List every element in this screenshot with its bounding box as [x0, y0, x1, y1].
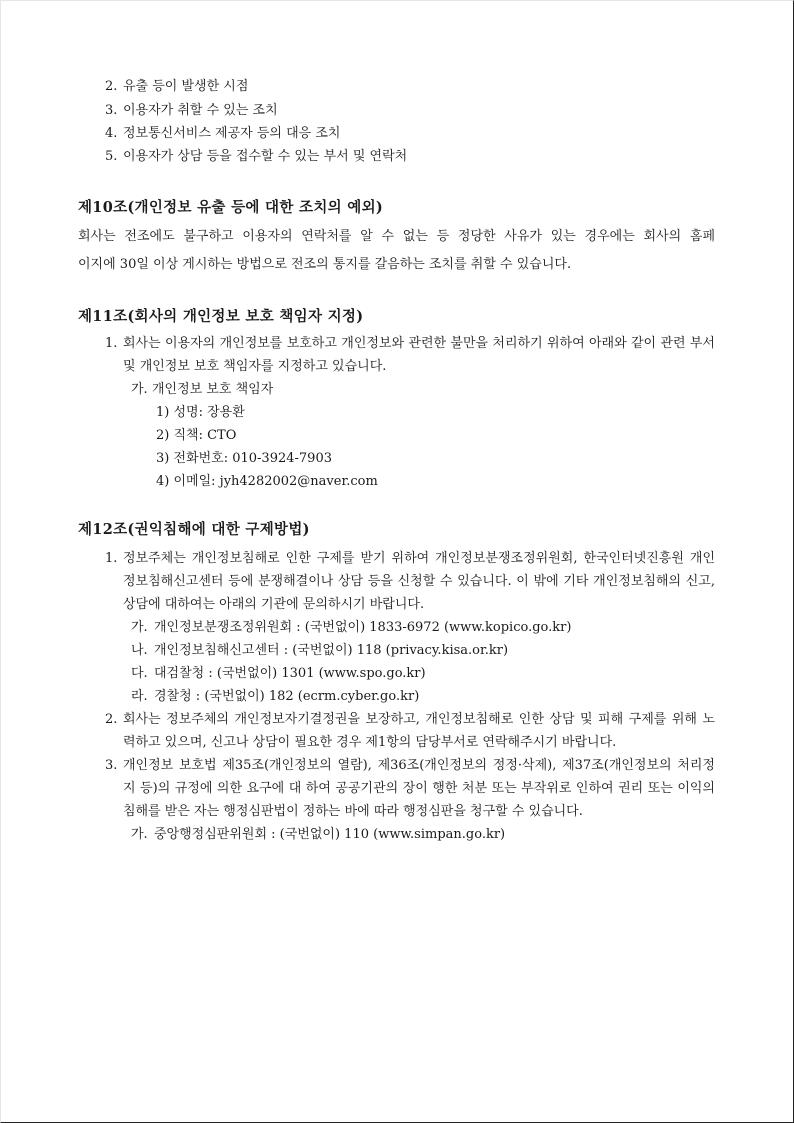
- agency-label: 나.: [131, 643, 148, 658]
- list-number: 3.: [105, 758, 118, 773]
- list-item: 이용자가 취할 수 있는 조치: [123, 103, 278, 118]
- article-10-title: 제10조(개인정보 유출 등에 대한 조치의 예외): [78, 199, 384, 216]
- contact-phone: 3) 전화번호: 010-3924-7903: [156, 451, 332, 466]
- agency-item: 개인정보침해신고센터 : (국번없이) 118 (privacy.kisa.or.kr): [154, 643, 509, 658]
- contact-name: 1) 성명: 장용환: [156, 405, 245, 420]
- agency-item: 대검찰청 : (국번없이) 1301 (www.spo.go.kr): [154, 666, 426, 681]
- article-10-line: 이지에 30일 이상 게시하는 방법으로 전조의 통지를 갈음하는 조치를 취할 수 있습니다.: [78, 257, 572, 272]
- article-11-title: 제11조(회사의 개인정보 보호 책임자 지정): [78, 308, 364, 325]
- list-number: 4.: [105, 126, 118, 141]
- contact-email: 4) 이메일: jyh4282002@naver.com: [156, 474, 378, 489]
- contact-position: 2) 직책: CTO: [156, 428, 237, 443]
- list-item: 유출 등이 발생한 시점: [123, 79, 249, 94]
- list-number: 3.: [105, 103, 118, 118]
- article-12-item-line: 정보침해신고센터 등에 분쟁해결이나 상담 등을 신청할 수 있습니다. 이 밖에 기타 개인정보침해의 신고,: [123, 574, 715, 589]
- list-number: 5.: [105, 149, 118, 164]
- agency-label: 가.: [131, 827, 148, 842]
- agency-item: 경찰청 : (국번없이) 182 (ecrm.cyber.go.kr): [154, 689, 420, 704]
- sub-item: 개인정보 보호 책임자: [152, 382, 274, 397]
- article-12-item-line: 개인정보 보호법 제35조(개인정보의 열람), 제36조(개인정보의 정정·삭제), 제37조(개인정보의 처리정: [123, 758, 715, 773]
- agency-label: 라.: [131, 689, 148, 704]
- agency-label: 가.: [131, 620, 148, 635]
- article-12-item-line: 정보주체는 개인정보침해로 인한 구제를 받기 위하여 개인정보분쟁조정위원회, 한국인터넷진흥원 개인: [123, 551, 715, 566]
- article-12-item-line: 력하고 있으며, 신고나 상담이 필요한 경우 제1항의 담당부서로 연락해주시기 바랍니다.: [123, 735, 617, 750]
- article-12-item-line: 회사는 정보주체의 개인정보자기결정권을 보장하고, 개인정보침해로 인한 상담 및 피해 구제를 위해 노: [123, 712, 715, 727]
- agency-item: 개인정보분쟁조정위원회 : (국번없이) 1833-6972 (www.kopico.go.kr): [154, 620, 572, 635]
- sub-label: 가.: [131, 382, 148, 397]
- list-item: 정보통신서비스 제공자 등의 대응 조치: [123, 126, 341, 141]
- article-12-item-line: 상담에 대하여는 아래의 기관에 문의하시기 바랍니다.: [123, 597, 425, 612]
- article-11-item-line: 회사는 이용자의 개인정보를 보호하고 개인정보와 관련한 불만을 처리하기 위하여 아래와 같이 관련 부서: [123, 336, 715, 351]
- article-12-title: 제12조(권익침해에 대한 구제방법): [78, 521, 310, 538]
- list-number: 2.: [105, 712, 118, 727]
- list-number: 1.: [105, 551, 118, 566]
- list-number: 2.: [105, 79, 118, 94]
- article-12-item-line: 지 등)의 규정에 의한 요구에 대 하여 공공기관의 장이 행한 처분 또는 부작위로 인하여 권리 또는 이익의: [123, 781, 715, 796]
- article-12-item-line: 침해를 받은 자는 행정심판법이 정하는 바에 따라 행정심판을 청구할 수 있습니다.: [123, 804, 583, 819]
- list-item: 이용자가 상담 등을 접수할 수 있는 부서 및 연락처: [123, 149, 408, 164]
- article-10-line: 회사는 전조에도 불구하고 이용자의 연락처를 알 수 없는 등 정당한 사유가 있는 경우에는 회사의 홈페: [78, 229, 715, 244]
- list-number: 1.: [105, 336, 118, 351]
- article-11-item-line: 및 개인정보 보호 책임자를 지정하고 있습니다.: [123, 359, 387, 374]
- agency-label: 다.: [131, 666, 148, 681]
- agency-item: 중앙행정심판위원회 : (국번없이) 110 (www.simpan.go.kr): [154, 827, 506, 842]
